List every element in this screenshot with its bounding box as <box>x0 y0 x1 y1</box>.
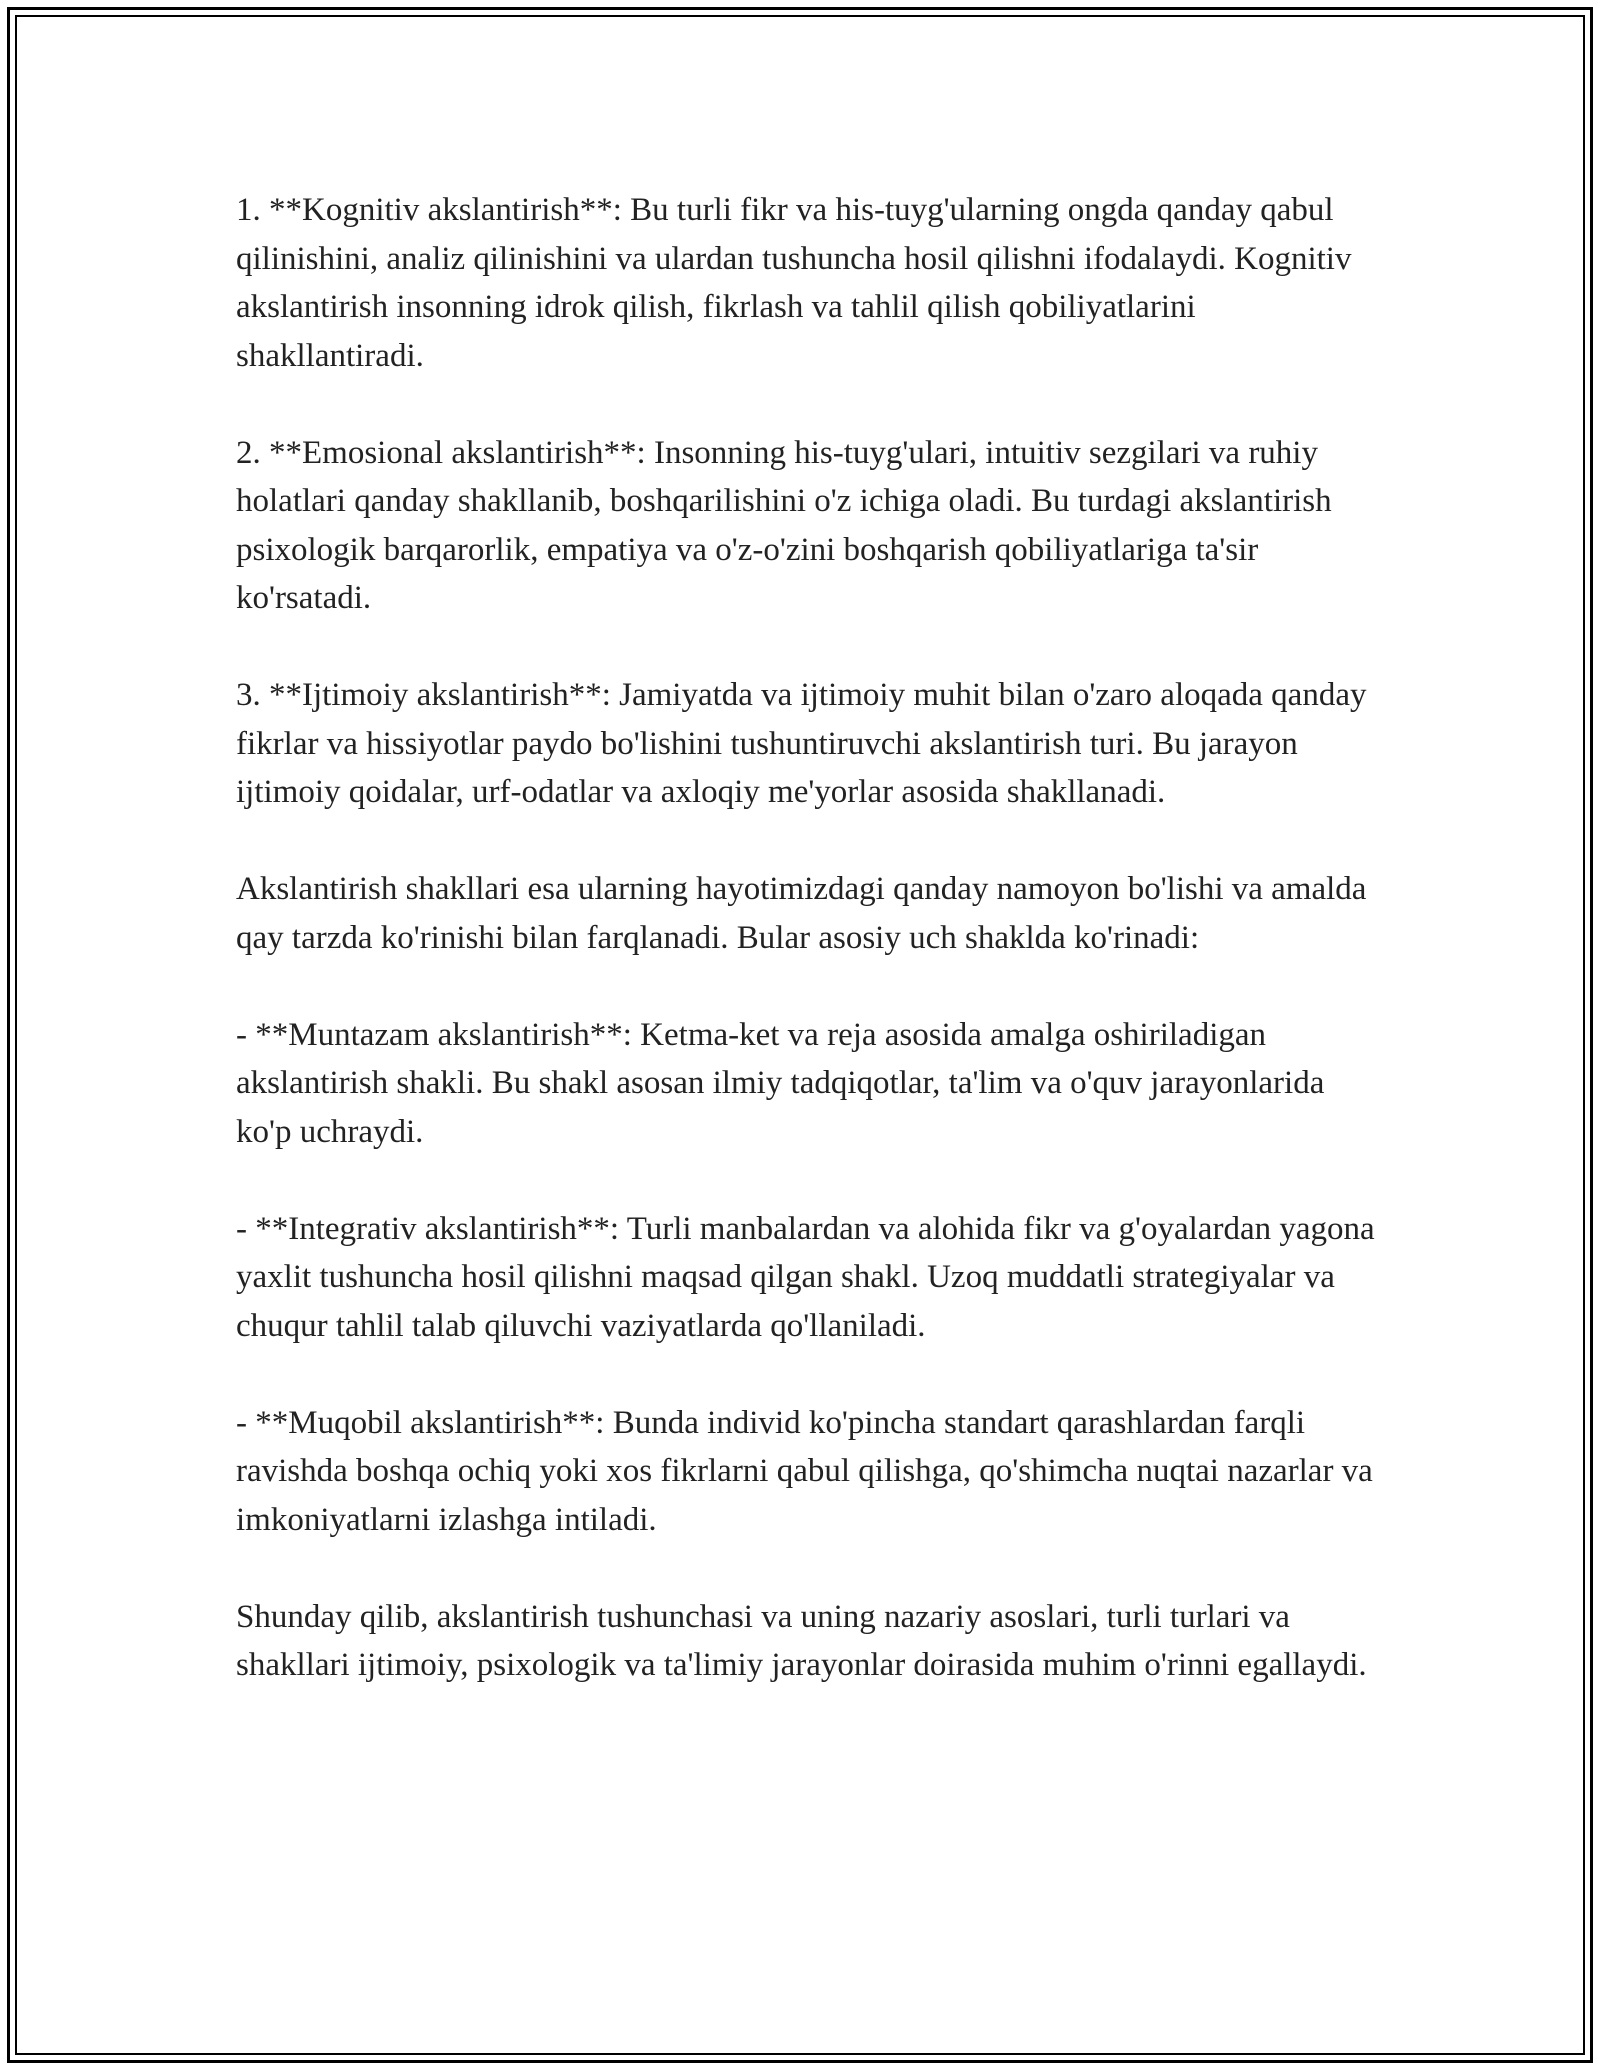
paragraph-emosional: 2. **Emosional akslantirish**: Insonning his-tuyg'ulari, intuitiv sezgilari va ruhiy holatlari qanday shakllanib, boshqarilishini o'z ichiga oladi. Bu turdagi akslantirish psixologik barqarorlik, empatiya va o'z-o'zini boshqarish qobiliyatlariga ta'sir ko'rsatadi. <box>236 434 1332 616</box>
paragraph-muntazam: - **Muntazam akslantirish**: Ketma-ket va reja asosida amalga oshiriladigan akslantirish shakli. Bu shakl asosan ilmiy tadqiqotlar, ta'lim va o'quv jarayonlarida ko'p uchraydi. <box>236 1016 1325 1150</box>
paragraph-kognitiv: 1. **Kognitiv akslantirish**: Bu turli fikr va his-tuyg'ularning ongda qanday qabul qilinishini, analiz qilinishini va ulardan tushuncha hosil qilishni ifodalaydi. Kognitiv akslantirish insonning idrok qilish, fikrlash va tahlil qilish qobiliyatlarini shakllantiradi. <box>236 192 1352 374</box>
paragraph-ijtimoiy: 3. **Ijtimoiy akslantirish**: Jamiyatda va ijtimoiy muhit bilan o'zaro aloqada qanday fikrlar va hissiyotlar paydo bo'lishini tushuntiruvchi akslantirish turi. Bu jarayon ijtimoiy qoidalar, urf-odatlar va axloqiy me'yorlar asosida shakllanadi. <box>236 677 1367 810</box>
paragraph-integrativ: - **Integrativ akslantirish**: Turli manbalardan va alohida fikr va g'oyalardan yagona yaxlit tushuncha hosil qilishni maqsad qilgan shakl. Uzoq muddatli strategiyalar va chuqur tahlil talab qiluvchi vaziyatlarda qo'llaniladi. <box>236 1210 1375 1344</box>
paragraph-shakllar-intro: Akslantirish shakllari esa ularning hayotimizdagi qanday namoyon bo'lishi va amalda qay tarzda ko'rinishi bilan farqlanadi. Bular asosiy uch shaklda ko'rinadi: <box>236 871 1367 956</box>
paragraph-conclusion: Shunday qilib, akslantirish tushunchasi va uning nazariy asoslari, turli turlari va shakllari ijtimoiy, psixologik va ta'limiy jarayonlar doirasida muhim o'rinni egallaydi. <box>236 1598 1367 1683</box>
document-body <box>236 186 1376 1690</box>
paragraph-muqobil: - **Muqobil akslantirish**: Bunda individ ko'pincha standart qarashlardan farqli ravishda boshqa ochiq yoki xos fikrlarni qabul qilishga, qo'shimcha nuqtai nazarlar va imkoniyatlarni izlashga intiladi. <box>236 1404 1373 1538</box>
